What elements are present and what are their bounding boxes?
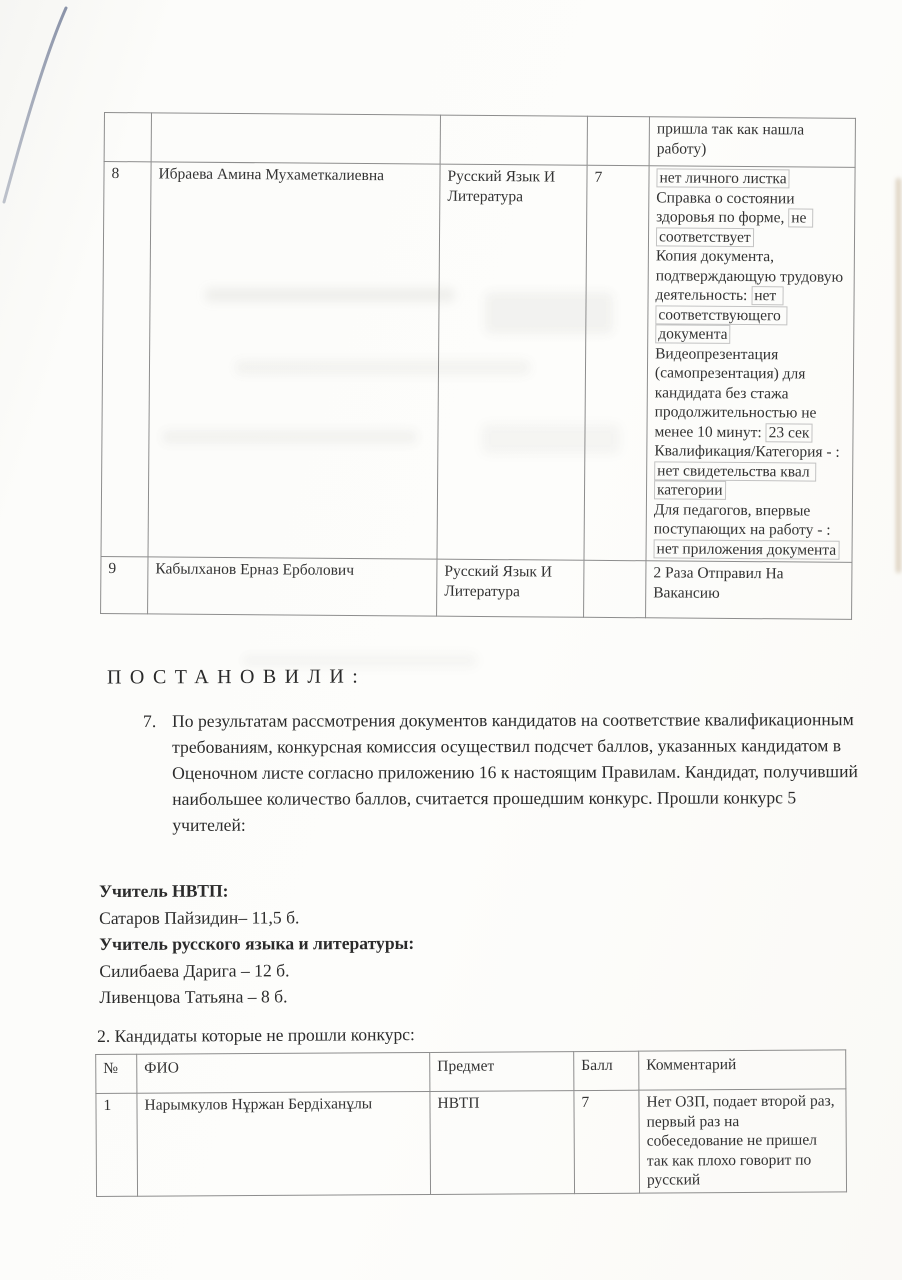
winner-group-title: Учитель НВТП:	[99, 880, 229, 901]
flagged-remark: нет свидетельства квал категории	[654, 461, 817, 500]
table-row	[104, 113, 855, 168]
cell-score	[584, 560, 646, 617]
cell-score: 7	[584, 165, 649, 560]
winner-entry: Ливенцова Татьяна – 8 б.	[99, 986, 288, 1007]
page-edge-shadow	[896, 178, 901, 573]
flagged-remark: не соответствует	[656, 208, 813, 246]
flagged-remark: нет приложения документа	[654, 539, 840, 559]
pen-stroke-mark	[0, 0, 90, 215]
table-row	[101, 556, 852, 619]
cell-name	[151, 113, 440, 164]
failed-candidates-table	[95, 1049, 847, 1196]
cell-subject: Русский Язык И Литература	[437, 164, 587, 560]
cell-name: Кабылханов Ерназ Ерболович	[148, 557, 437, 616]
cell-comment	[646, 561, 852, 620]
winner-entry: Сатаров Пайзидин– 11,5 б.	[99, 906, 300, 928]
flagged-remark: 23 сек	[766, 423, 813, 442]
cell-comment	[649, 117, 855, 168]
resolution-heading: ПОСТАНОВИЛИ:	[106, 665, 367, 689]
column-header: Предмет	[430, 1052, 574, 1092]
column-header: Комментарий	[639, 1050, 846, 1090]
remark-text: Копия документа, подтверждающую трудовую деятельность:	[655, 247, 848, 305]
cell-comment	[646, 166, 855, 563]
column-header: №	[96, 1054, 137, 1093]
remark-text: Видеопрезентация (самопрезентация) для кандидата без стажа продолжительностью не менее 10 минут:	[654, 344, 821, 441]
cell-number: 1	[96, 1093, 138, 1196]
cell-score	[587, 116, 649, 165]
remark-text: 2 Раза Отправил На Вакансию	[653, 564, 788, 602]
cell-name: Нарымкулов Нұржан Бердіханұлы	[137, 1091, 431, 1195]
remark-text: Квалификация/Категория - :	[654, 442, 844, 461]
resolution-item-7	[143, 706, 859, 838]
cell-subject	[440, 115, 587, 165]
remark-text: пришла так как нашла работу)	[656, 120, 809, 158]
column-header: ФИО	[137, 1052, 430, 1093]
item-number: 7.	[143, 710, 157, 731]
cell-number	[104, 113, 151, 162]
cell-subject: Русский Язык И Литература	[437, 559, 584, 617]
cell-number: 9	[101, 556, 148, 613]
remark-text: Справка о состоянии здоровья по форме,	[656, 188, 799, 227]
cell-comment	[639, 1089, 847, 1193]
remark-text: Нет ОЗП, подает второй раз, первый раз на собеседование не пришел так как плохо говорит по русский	[646, 1092, 839, 1189]
section-title: 2. Кандидаты которые не прошли конкурс:	[97, 1024, 415, 1046]
table-row	[96, 1089, 847, 1196]
cell-number: 8	[101, 162, 151, 557]
winners-list	[99, 877, 414, 1011]
cell-name: Ибраева Амина Мухаметкалиевна	[148, 162, 440, 559]
cell-subject: НВТП	[430, 1091, 575, 1194]
remark-text: Для педагогов, впервые поступающих на работу - :	[653, 500, 835, 539]
table-row	[101, 162, 855, 563]
column-header: Балл	[574, 1051, 639, 1090]
winner-entry: Силибаева Дарига – 12 б.	[99, 959, 290, 981]
cell-score: 7	[574, 1090, 640, 1193]
failed-candidates-section	[95, 1019, 852, 1196]
item-text: По результатам рассмотрения документов кандидатов на соответствие квалификационным требованиям, конкурсная комиссия осуществил подсчет баллов, указанных кандидатом в Оценочном листе согласно приложению 16 к настоящим Правилам. Кандидат, получивший наибольшее количество баллов, считается прошедшим конкурс. Прошли конкурс 5 учителей:	[172, 709, 858, 835]
flagged-remark: нет соответствующего документа	[655, 286, 788, 344]
candidates-table-continued	[100, 112, 856, 620]
flagged-remark: нет личного листка	[656, 168, 789, 188]
winner-group-title: Учитель русского языка и литературы:	[99, 932, 415, 954]
table-header-row	[96, 1050, 846, 1094]
